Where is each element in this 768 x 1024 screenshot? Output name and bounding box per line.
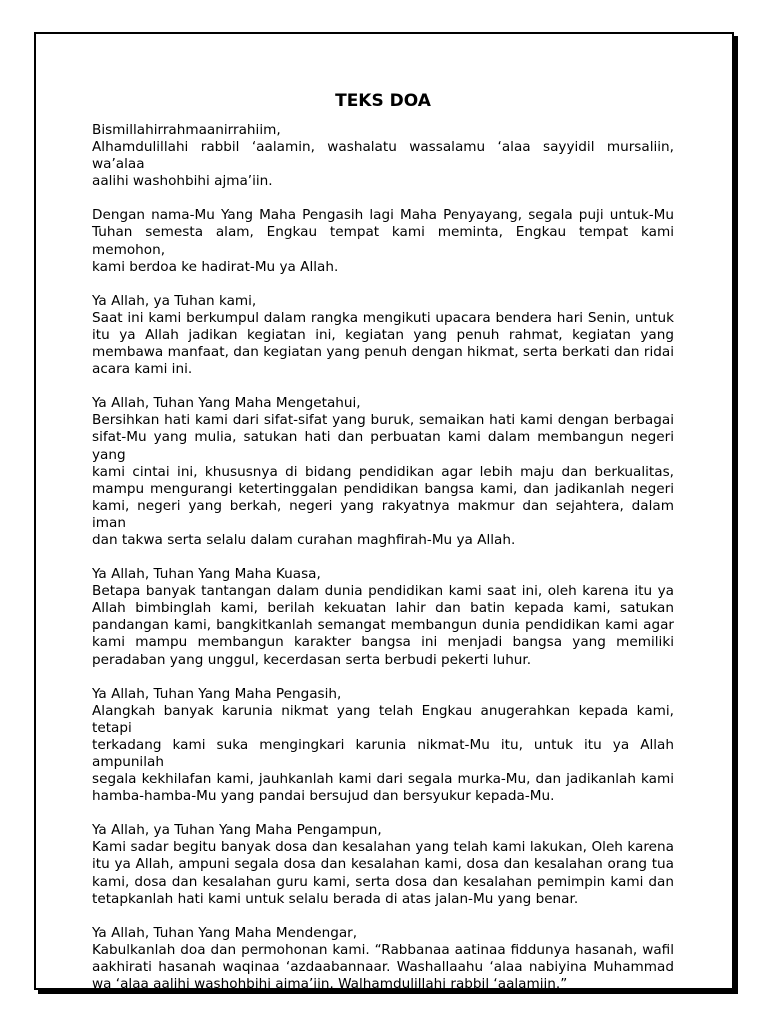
paragraph xyxy=(92,925,674,993)
text-line: kami berdoa ke hadirat-Mu ya Allah. xyxy=(92,258,339,275)
text-line: Ya Allah, Tuhan Yang Maha Pengasih, xyxy=(92,685,342,702)
text-line: acara kami ini. xyxy=(92,361,193,378)
text-line: Bersihkan hati kami dari sifat-sifat yang buruk, semaikan hati kami dengan berbagai xyxy=(92,412,674,429)
text-line: Ya Allah, ya Tuhan kami, xyxy=(92,292,257,309)
text-line: itu ya Allah jadikan kegiatan ini, kegiatan yang penuh rahmat, kegiatan yang xyxy=(92,326,674,343)
paragraph xyxy=(92,293,674,378)
paragraph xyxy=(92,822,674,907)
paragraph xyxy=(92,207,674,275)
text-line: Bismillahirrahmaanirrahiim, xyxy=(92,122,281,138)
text-line: kami, dosa dan kesalahan guru kami, serta dosa dan kesalahan pemimpin kami dan xyxy=(92,873,674,890)
text-line: Ya Allah, Tuhan Yang Maha Mendengar, xyxy=(92,924,358,941)
text-line: kami cintai ini, khususnya di bidang pendidikan agar lebih maju dan berkualitas, xyxy=(92,463,674,480)
text-line: Alangkah banyak karunia nikmat yang telah Engkau anugerahkan kepada kami, tetapi xyxy=(92,702,674,736)
text-line: Alhamdulillahi rabbil ‘aalamin, washalatu wassalamu ‘alaa sayyidil mursaliin, wa’alaa xyxy=(92,139,674,173)
text-line: pandangan kami, bangkitkanlah semangat membangun dunia pendidikan kami agar xyxy=(92,617,674,634)
paragraph xyxy=(92,122,674,190)
text-line: Ya Allah, Tuhan Yang Maha Mengetahui, xyxy=(92,395,361,412)
document-body xyxy=(92,90,674,1010)
text-line: aakhirati hasanah waqinaa ‘azdaabannaar. Washallaahu ‘alaa nabiyina Muhammad xyxy=(92,958,674,975)
paragraph xyxy=(92,395,674,549)
text-line: membawa manfaat, dan kegiatan yang penuh dengan hikmat, serta berkati dan ridai xyxy=(92,344,674,361)
text-line: wa ‘alaa aalihi washohbihi ajma’iin. Walhamdulillahi rabbil ‘aalamiin.” xyxy=(92,976,568,993)
text-line: Tuhan semesta alam, Engkau tempat kami meminta, Engkau tempat kami memohon, xyxy=(92,224,674,258)
text-line: Ya Allah, ya Tuhan Yang Maha Pengampun, xyxy=(92,822,382,839)
text-line: hamba-hamba-Mu yang pandai bersujud dan bersyukur kepada-Mu. xyxy=(92,788,555,805)
paragraph xyxy=(92,566,674,669)
text-line: Kabulkanlah doa dan permohonan kami. “Rabbanaa aatinaa fiddunya hasanah, wafil xyxy=(92,941,674,958)
text-line: dan takwa serta selalu dalam curahan maghfirah-Mu ya Allah. xyxy=(92,531,516,548)
text-line: Kami sadar begitu banyak dosa dan kesalahan yang telah kami lakukan, Oleh karena xyxy=(92,839,674,856)
text-line: itu ya Allah, ampuni segala dosa dan kesalahan kami, dosa dan kesalahan orang tua xyxy=(92,856,674,873)
text-line: segala kekhilafan kami, jauhkanlah kami dari segala murka-Mu, dan jadikanlah kami xyxy=(92,771,674,788)
text-line: Betapa banyak tantangan dalam dunia pendidikan kami saat ini, oleh karena itu ya xyxy=(92,583,674,600)
text-line: mampu mengurangi ketertinggalan pendidikan bangsa kami, dan jadikanlah negeri xyxy=(92,480,674,497)
text-line: tetapkanlah hati kami untuk selalu berada di atas jalan-Mu yang benar. xyxy=(92,890,579,907)
text-line: kami mampu membangun karakter bangsa ini menjadi bangsa yang memiliki xyxy=(92,634,674,651)
paragraph xyxy=(92,686,674,806)
text-line: aalihi washohbihi ajma’iin. xyxy=(92,173,273,190)
text-line: kami, negeri yang berkah, negeri yang rakyatnya makmur dan sejahtera, dalam iman xyxy=(92,497,674,531)
text-line: Dengan nama-Mu Yang Maha Pengasih lagi Maha Penyayang, segala puji untuk-Mu xyxy=(92,207,674,224)
text-line: Allah bimbinglah kami, berilah kekuatan lahir dan batin kepada kami, satukan xyxy=(92,600,674,617)
text-line: sifat-Mu yang mulia, satukan hati dan perbuatan kami dalam membangun negeri yang xyxy=(92,429,674,463)
document-title: TEKS DOA xyxy=(335,91,431,111)
text-line: Saat ini kami berkumpul dalam rangka mengikuti upacara bendera hari Senin, untuk xyxy=(92,309,674,326)
text-line: Ya Allah, Tuhan Yang Maha Kuasa, xyxy=(92,566,321,583)
text-line: peradaban yang unggul, kecerdasan serta berbudi pekerti luhur. xyxy=(92,651,532,668)
text-line: terkadang kami suka mengingkari karunia nikmat-Mu itu, untuk itu ya Allah ampunilah xyxy=(92,736,674,770)
paragraph-list xyxy=(92,122,674,993)
